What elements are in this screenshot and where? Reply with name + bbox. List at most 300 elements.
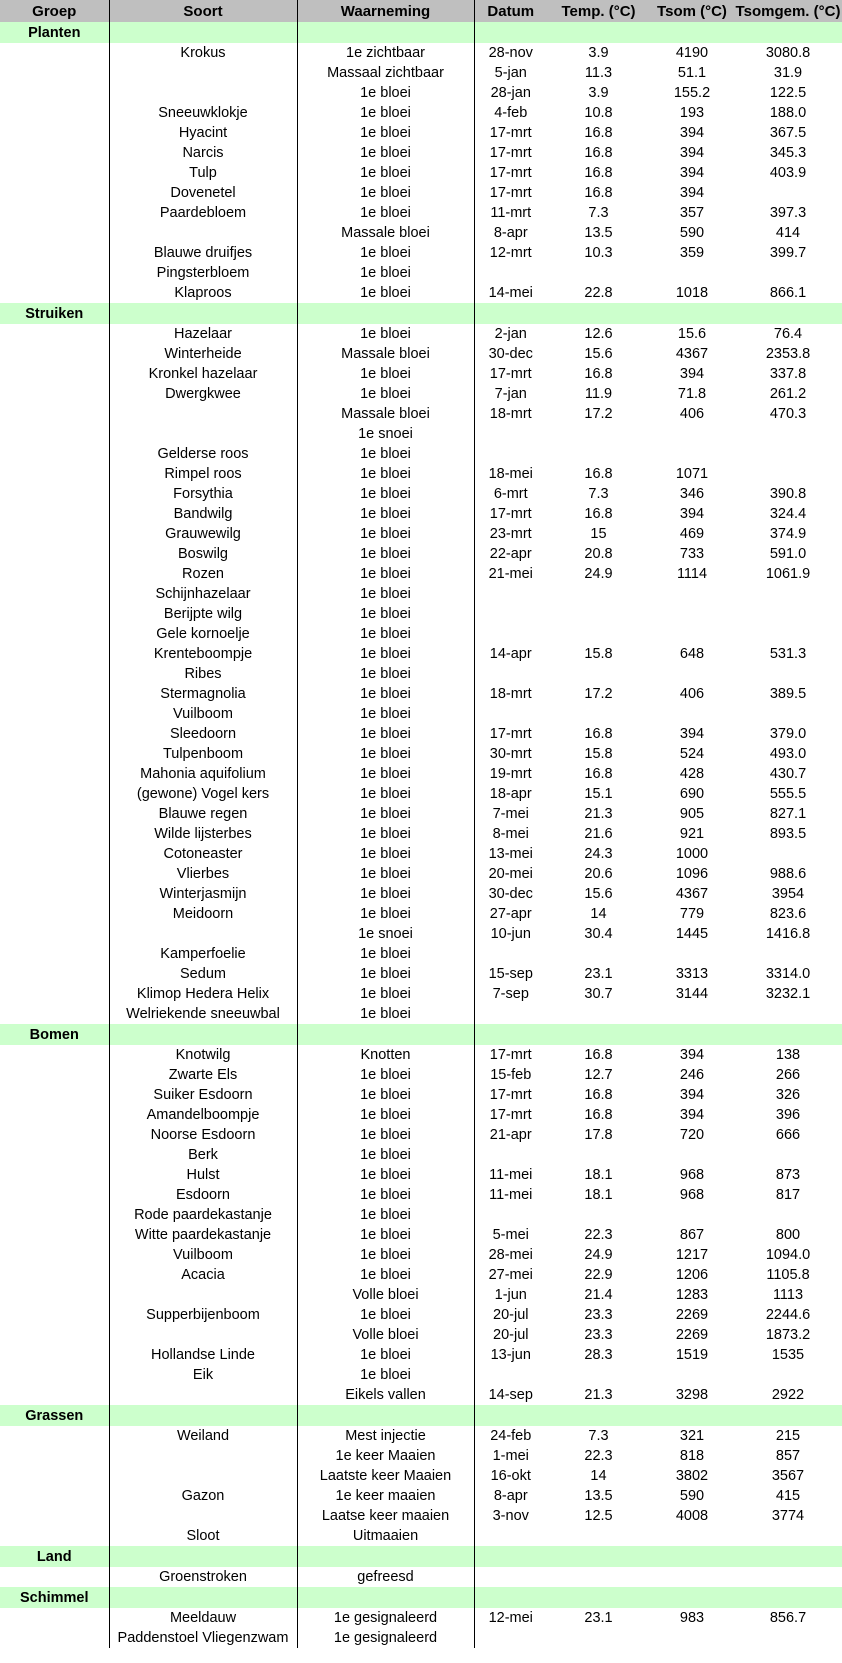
temp-cell — [547, 1365, 650, 1385]
waarneming-cell: 1e bloei — [297, 1085, 474, 1105]
temp-cell — [547, 1526, 650, 1546]
table-row — [0, 263, 842, 283]
temp-cell: 22.9 — [584, 1267, 613, 1283]
group-name: Schimmel — [0, 1587, 109, 1608]
tsom-cell: 394 — [679, 366, 705, 382]
table-row — [0, 1045, 842, 1065]
tsom-cell: 1096 — [675, 866, 709, 882]
group-fill-cell — [650, 1405, 734, 1426]
table-row — [0, 203, 842, 223]
temp-cell — [547, 1205, 650, 1225]
table-row — [0, 1446, 842, 1466]
tsom-cell: 394 — [679, 145, 705, 161]
groep-cell — [0, 584, 109, 604]
tsom-cell: 359 — [679, 245, 705, 261]
temp-cell: 15.1 — [584, 786, 613, 802]
group-name: Planten — [0, 22, 109, 43]
tsomgem-cell: 31.9 — [773, 65, 803, 81]
temp-cell: 30.4 — [584, 926, 613, 942]
temp-cell: 13.5 — [584, 1488, 613, 1504]
tsom-cell — [650, 1145, 734, 1165]
tsom-cell: 3802 — [675, 1468, 709, 1484]
soort-cell: Vuilboom — [109, 704, 297, 724]
tsom-cell — [650, 1567, 734, 1587]
waarneming-cell: 1e bloei — [297, 1165, 474, 1185]
groep-cell — [0, 324, 109, 344]
tsom-cell: 524 — [679, 746, 705, 762]
group-fill-cell — [297, 1587, 474, 1608]
table-row — [0, 1285, 842, 1305]
group-fill-cell — [650, 1546, 734, 1567]
tsom-cell: 1445 — [675, 926, 709, 942]
tsomgem-cell — [734, 1205, 842, 1225]
datum-cell: 11-mei — [489, 1167, 533, 1183]
tsom-cell: 15.6 — [677, 326, 707, 342]
waarneming-cell: 1e bloei — [297, 844, 474, 864]
soort-cell: Meidoorn — [109, 904, 297, 924]
tsomgem-cell: 389.5 — [769, 686, 807, 702]
soort-cell: Rode paardekastanje — [109, 1205, 297, 1225]
tsomgem-cell: 873 — [775, 1167, 801, 1183]
tsom-cell — [650, 604, 734, 624]
tsom-cell: 394 — [679, 125, 705, 141]
datum-cell: 17-mrt — [489, 125, 532, 141]
datum-cell: 17-mrt — [489, 726, 532, 742]
datum-cell: 28-nov — [488, 45, 533, 61]
soort-cell — [109, 404, 297, 424]
waarneming-cell: Massale bloei — [297, 223, 474, 243]
soort-cell: Weiland — [109, 1426, 297, 1446]
temp-cell — [547, 664, 650, 684]
tsom-cell: 51.1 — [677, 65, 707, 81]
header-tsom: Tsom (°C) — [650, 0, 734, 22]
tsom-cell: 779 — [679, 906, 705, 922]
waarneming-cell: 1e zichtbaar — [297, 43, 474, 63]
temp-cell: 16.8 — [584, 766, 613, 782]
datum-cell: 22-apr — [489, 546, 532, 562]
tsomgem-cell: 261.2 — [769, 386, 807, 402]
tsomgem-cell: 555.5 — [769, 786, 807, 802]
groep-cell — [0, 564, 109, 584]
group-fill-cell — [474, 1024, 547, 1045]
datum-cell: 18-mrt — [489, 686, 532, 702]
datum-cell — [474, 1526, 547, 1546]
group-name: Struiken — [0, 303, 109, 324]
tsomgem-cell: 374.9 — [769, 526, 807, 542]
tsomgem-cell: 493.0 — [769, 746, 807, 762]
tsom-cell: 968 — [679, 1187, 705, 1203]
group-fill-cell — [109, 1024, 297, 1045]
tsomgem-cell: 3774 — [771, 1508, 805, 1524]
datum-cell: 17-mrt — [489, 506, 532, 522]
soort-cell: Dwergkwee — [109, 384, 297, 404]
tsom-cell: 1000 — [675, 846, 709, 862]
soort-cell: Klimop Hedera Helix — [109, 984, 297, 1004]
temp-cell: 30.7 — [584, 986, 613, 1002]
groep-cell — [0, 143, 109, 163]
table-row — [0, 1065, 842, 1085]
temp-cell: 22.3 — [584, 1448, 613, 1464]
group-fill-cell — [474, 22, 547, 43]
table-row — [0, 1125, 842, 1145]
waarneming-cell: 1e snoei — [297, 424, 474, 444]
table-row — [0, 624, 842, 644]
waarneming-cell: 1e bloei — [297, 524, 474, 544]
tsomgem-cell: 1535 — [771, 1347, 805, 1363]
datum-cell: 16-okt — [490, 1468, 531, 1484]
temp-cell — [547, 444, 650, 464]
group-fill-cell — [547, 303, 650, 324]
tsom-cell: 590 — [679, 1488, 705, 1504]
datum-cell: 8-apr — [493, 225, 528, 241]
table-row — [0, 964, 842, 984]
soort-cell — [109, 1325, 297, 1345]
soort-cell — [109, 223, 297, 243]
tsom-cell — [650, 624, 734, 644]
temp-cell: 22.3 — [584, 1227, 613, 1243]
soort-cell: Narcis — [109, 143, 297, 163]
tsom-cell — [650, 1004, 734, 1024]
group-fill-cell — [109, 303, 297, 324]
groep-cell — [0, 624, 109, 644]
datum-cell — [474, 1145, 547, 1165]
datum-cell: 19-mrt — [489, 766, 532, 782]
soort-cell: Tulpenboom — [109, 744, 297, 764]
soort-cell: Hollandse Linde — [109, 1345, 297, 1365]
table-row — [0, 704, 842, 724]
waarneming-cell: gefreesd — [297, 1567, 474, 1587]
group-row — [0, 22, 842, 43]
datum-cell: 12-mei — [488, 1610, 533, 1626]
tsom-cell: 3313 — [675, 966, 709, 982]
temp-cell: 21.3 — [584, 806, 613, 822]
waarneming-cell: 1e bloei — [297, 804, 474, 824]
waarneming-cell: 1e bloei — [297, 1004, 474, 1024]
datum-cell: 17-mrt — [489, 1107, 532, 1123]
temp-cell: 28.3 — [584, 1347, 613, 1363]
temp-cell: 14 — [590, 1468, 607, 1484]
table-row — [0, 584, 842, 604]
header-temp: Temp. (°C) — [547, 0, 650, 22]
soort-cell: Groenstroken — [109, 1567, 297, 1587]
datum-cell: 24-feb — [490, 1428, 532, 1444]
groep-cell — [0, 1426, 109, 1446]
temp-cell: 3.9 — [588, 45, 609, 61]
table-row — [0, 1325, 842, 1345]
temp-cell: 13.5 — [584, 225, 613, 241]
group-fill-cell — [650, 1024, 734, 1045]
temp-cell — [547, 1567, 650, 1587]
groep-cell — [0, 103, 109, 123]
soort-cell: Blauwe druifjes — [109, 243, 297, 263]
datum-cell: 6-mrt — [493, 486, 528, 502]
tsom-cell: 690 — [679, 786, 705, 802]
groep-cell — [0, 243, 109, 263]
table-body — [0, 22, 842, 1648]
soort-cell: Pingsterbloem — [109, 263, 297, 283]
groep-cell — [0, 1085, 109, 1105]
groep-cell — [0, 344, 109, 364]
group-fill-cell — [297, 1024, 474, 1045]
soort-cell: Klaproos — [109, 283, 297, 303]
waarneming-cell: 1e bloei — [297, 1365, 474, 1385]
datum-cell — [474, 444, 547, 464]
tsom-cell: 346 — [679, 486, 705, 502]
table-row — [0, 1225, 842, 1245]
table-row — [0, 1185, 842, 1205]
temp-cell: 7.3 — [588, 205, 609, 221]
groep-cell — [0, 384, 109, 404]
table-row — [0, 424, 842, 444]
waarneming-cell: 1e bloei — [297, 784, 474, 804]
waarneming-cell: 1e bloei — [297, 364, 474, 384]
tsom-cell: 1217 — [675, 1247, 709, 1263]
temp-cell: 16.8 — [584, 165, 613, 181]
tsomgem-cell — [734, 1567, 842, 1587]
datum-cell: 12-mrt — [489, 245, 532, 261]
tsomgem-cell: 470.3 — [769, 406, 807, 422]
group-fill-cell — [547, 1587, 650, 1608]
tsom-cell: 720 — [679, 1127, 705, 1143]
soort-cell — [109, 1446, 297, 1466]
tsomgem-cell: 3567 — [771, 1468, 805, 1484]
tsom-cell: 648 — [679, 646, 705, 662]
table-row — [0, 1526, 842, 1546]
group-fill-cell — [297, 1405, 474, 1426]
table-row — [0, 163, 842, 183]
tsom-cell: 1519 — [675, 1347, 709, 1363]
waarneming-cell: 1e gesignaleerd — [297, 1628, 474, 1648]
groep-cell — [0, 1065, 109, 1085]
soort-cell: Vlierbes — [109, 864, 297, 884]
soort-cell — [109, 1466, 297, 1486]
datum-cell — [474, 1628, 547, 1648]
groep-cell — [0, 644, 109, 664]
waarneming-cell: 1e bloei — [297, 1225, 474, 1245]
waarneming-cell: 1e bloei — [297, 163, 474, 183]
datum-cell: 15-sep — [488, 966, 533, 982]
table-row — [0, 764, 842, 784]
waarneming-cell: 1e bloei — [297, 624, 474, 644]
waarneming-cell: 1e bloei — [297, 243, 474, 263]
groep-cell — [0, 884, 109, 904]
soort-cell: Acacia — [109, 1265, 297, 1285]
temp-cell — [547, 1004, 650, 1024]
table-row — [0, 784, 842, 804]
temp-cell: 23.3 — [584, 1327, 613, 1343]
datum-cell: 28-mei — [488, 1247, 533, 1263]
tsomgem-cell — [734, 464, 842, 484]
tsomgem-cell: 531.3 — [769, 646, 807, 662]
tsom-cell: 394 — [679, 726, 705, 742]
tsom-cell: 246 — [679, 1067, 705, 1083]
waarneming-cell: Massale bloei — [297, 404, 474, 424]
groep-cell — [0, 724, 109, 744]
groep-cell — [0, 1225, 109, 1245]
tsomgem-cell: 893.5 — [769, 826, 807, 842]
tsomgem-cell: 800 — [775, 1227, 801, 1243]
waarneming-cell: 1e keer maaien — [297, 1486, 474, 1506]
temp-cell: 16.8 — [584, 726, 613, 742]
temp-cell: 24.9 — [584, 566, 613, 582]
waarneming-cell: 1e bloei — [297, 884, 474, 904]
table-row — [0, 1245, 842, 1265]
soort-cell — [109, 63, 297, 83]
groep-cell — [0, 924, 109, 944]
tsomgem-cell: 396 — [775, 1107, 801, 1123]
groep-cell — [0, 223, 109, 243]
tsom-cell — [650, 584, 734, 604]
tsomgem-cell — [734, 844, 842, 864]
table-row — [0, 724, 842, 744]
datum-cell — [474, 1205, 547, 1225]
table-row — [0, 524, 842, 544]
waarneming-cell: 1e bloei — [297, 824, 474, 844]
tsom-cell: 590 — [679, 225, 705, 241]
datum-cell: 13-jun — [490, 1347, 531, 1363]
table-row — [0, 183, 842, 203]
soort-cell: Winterheide — [109, 344, 297, 364]
groep-cell — [0, 604, 109, 624]
tsomgem-cell: 666 — [775, 1127, 801, 1143]
tsomgem-cell: 397.3 — [769, 205, 807, 221]
waarneming-cell: 1e bloei — [297, 203, 474, 223]
table-row — [0, 43, 842, 63]
tsom-cell: 394 — [679, 1047, 705, 1063]
tsom-cell: 394 — [679, 506, 705, 522]
waarneming-cell: 1e keer Maaien — [297, 1446, 474, 1466]
soort-cell: Vuilboom — [109, 1245, 297, 1265]
soort-cell: Amandelboompje — [109, 1105, 297, 1125]
datum-cell: 17-mrt — [489, 165, 532, 181]
waarneming-cell: 1e bloei — [297, 464, 474, 484]
tsomgem-cell: 823.6 — [769, 906, 807, 922]
tsomgem-cell: 3232.1 — [765, 986, 811, 1002]
table-row — [0, 283, 842, 303]
datum-cell: 17-mrt — [489, 366, 532, 382]
groep-cell — [0, 283, 109, 303]
soort-cell: Rimpel roos — [109, 464, 297, 484]
soort-cell: Winterjasmijn — [109, 884, 297, 904]
datum-cell: 10-jun — [490, 926, 531, 942]
tsomgem-cell: 1113 — [772, 1287, 804, 1303]
header-datum: Datum — [474, 0, 547, 22]
tsom-cell — [650, 1205, 734, 1225]
temp-cell — [547, 704, 650, 724]
tsomgem-cell — [734, 664, 842, 684]
temp-cell: 20.6 — [584, 866, 613, 882]
datum-cell: 20-jul — [493, 1327, 529, 1343]
soort-cell — [109, 424, 297, 444]
temp-cell: 16.8 — [584, 506, 613, 522]
datum-cell — [474, 1365, 547, 1385]
datum-cell: 11-mei — [489, 1187, 533, 1203]
table-row — [0, 544, 842, 564]
table-row — [0, 824, 842, 844]
groep-cell — [0, 824, 109, 844]
table-row — [0, 404, 842, 424]
table-row — [0, 1265, 842, 1285]
waarneming-cell: 1e bloei — [297, 864, 474, 884]
groep-cell — [0, 744, 109, 764]
table-row — [0, 1486, 842, 1506]
tsomgem-cell — [734, 944, 842, 964]
soort-cell: Krenteboompje — [109, 644, 297, 664]
temp-cell: 15.8 — [584, 646, 613, 662]
groep-cell — [0, 1345, 109, 1365]
table-row — [0, 1567, 842, 1587]
datum-cell: 23-mrt — [489, 526, 532, 542]
table-row — [0, 664, 842, 684]
table-row — [0, 864, 842, 884]
waarneming-cell: 1e bloei — [297, 283, 474, 303]
temp-cell: 17.2 — [584, 686, 613, 702]
datum-cell — [474, 424, 547, 444]
soort-cell: Blauwe regen — [109, 804, 297, 824]
waarneming-cell: 1e bloei — [297, 103, 474, 123]
table-row — [0, 143, 842, 163]
temp-cell: 18.1 — [584, 1167, 613, 1183]
table-row — [0, 944, 842, 964]
datum-cell: 18-mei — [488, 466, 533, 482]
datum-cell: 14-mei — [488, 285, 533, 301]
temp-cell: 12.5 — [584, 1508, 613, 1524]
table-row — [0, 884, 842, 904]
group-fill-cell — [109, 1405, 297, 1426]
table-row — [0, 1004, 842, 1024]
tsomgem-cell — [734, 1365, 842, 1385]
temp-cell: 20.8 — [584, 546, 613, 562]
groep-cell — [0, 1305, 109, 1325]
tsom-cell: 818 — [679, 1448, 705, 1464]
soort-cell: Sloot — [109, 1526, 297, 1546]
tsom-cell: 394 — [679, 165, 705, 181]
temp-cell — [547, 263, 650, 283]
table-row — [0, 123, 842, 143]
tsomgem-cell: 1061.9 — [765, 566, 811, 582]
tsom-cell: 2269 — [675, 1327, 709, 1343]
groep-cell — [0, 1567, 109, 1587]
temp-cell — [547, 604, 650, 624]
temp-cell: 3.9 — [588, 85, 609, 101]
table-row — [0, 324, 842, 344]
temp-cell: 10.3 — [584, 245, 613, 261]
tsomgem-cell: 1105.8 — [766, 1267, 810, 1283]
soort-cell: Stermagnolia — [109, 684, 297, 704]
datum-cell: 1-mei — [492, 1448, 529, 1464]
datum-cell: 2-jan — [494, 326, 527, 342]
temp-cell: 7.3 — [588, 1428, 609, 1444]
group-fill-cell — [734, 1587, 842, 1608]
group-fill-cell — [547, 1405, 650, 1426]
waarneming-cell: 1e bloei — [297, 1205, 474, 1225]
temp-cell — [547, 624, 650, 644]
temp-cell: 15.6 — [584, 346, 613, 362]
table-row — [0, 1305, 842, 1325]
datum-cell: 14-sep — [488, 1387, 533, 1403]
datum-cell: 3-nov — [492, 1508, 529, 1524]
tsomgem-cell: 1416.8 — [765, 926, 811, 942]
soort-cell — [109, 1385, 297, 1405]
tsomgem-cell: 345.3 — [769, 145, 807, 161]
soort-cell: Sedum — [109, 964, 297, 984]
soort-cell: Bandwilg — [109, 504, 297, 524]
table-row — [0, 1145, 842, 1165]
tsom-cell: 983 — [679, 1610, 705, 1626]
waarneming-cell: 1e bloei — [297, 1345, 474, 1365]
tsomgem-cell: 188.0 — [769, 105, 807, 121]
soort-cell: Ribes — [109, 664, 297, 684]
